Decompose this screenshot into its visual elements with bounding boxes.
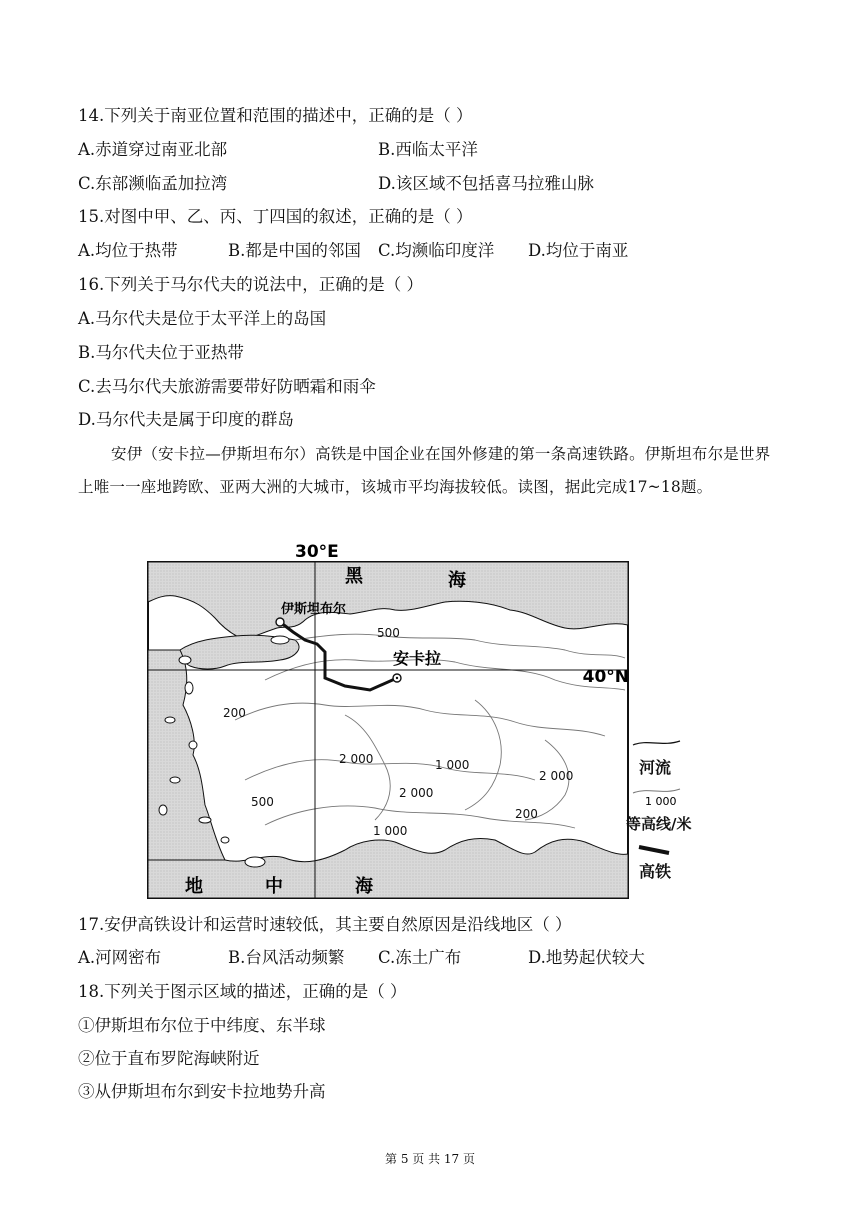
- legend-contour-label: 等高线/米: [626, 815, 692, 833]
- contour-label: 1 000: [373, 824, 408, 838]
- contour-label: 200: [223, 706, 246, 720]
- istanbul-marker: [276, 618, 284, 626]
- q16-option-d: D.马尔代夫是属于印度的群岛: [78, 410, 294, 429]
- reading-passage: 安伊（安卡拉—伊斯坦布尔）高铁是中国企业在国外修建的第一条高速铁路。伊斯坦布尔是世界上唯一一座地跨欧、亚两大洲的大城市，该城市平均海拔较低。读图，据此完成17~18题。: [78, 445, 771, 496]
- q14-option-d: D.该区域不包括喜马拉雅山脉: [378, 174, 594, 193]
- q15-option-d: D.均位于南亚: [528, 241, 629, 260]
- q18-stem: 18.下列关于图示区域的描述，正确的是（ ）: [78, 982, 407, 1001]
- page-footer: 第 5 页 共 17 页: [385, 1152, 475, 1166]
- lat-label: 40°N: [582, 667, 629, 687]
- river-legend-symbol: [633, 741, 680, 745]
- contour-legend-symbol: [633, 789, 680, 793]
- ankara-label: 安卡拉: [393, 649, 442, 668]
- q14-option-a: A.赤道穿过南亚北部: [78, 140, 228, 159]
- black-sea-label-2: 海: [448, 570, 466, 591]
- lon-label: 30°E: [295, 542, 339, 562]
- q17-option-b: B.台风活动频繁: [228, 948, 345, 967]
- q16-option-c: C.去马尔代夫旅游需要带好防晒霜和雨伞: [78, 377, 376, 396]
- contour-label: 500: [377, 626, 400, 640]
- q18-statement-3: ③从伊斯坦布尔到安卡拉地势升高: [78, 1082, 326, 1101]
- q15-option-c: C.均濒临印度洋: [378, 241, 495, 260]
- ankara-dot: [396, 677, 398, 679]
- med-sea-label-3: 海: [355, 876, 373, 897]
- contour-label: 2 000: [339, 752, 374, 766]
- q14-option-c: C.东部濒临孟加拉湾: [78, 174, 228, 193]
- black-sea-label-1: 黑: [345, 566, 363, 587]
- contour-label: 200: [515, 807, 538, 821]
- railway-legend-symbol: [639, 847, 669, 853]
- legend-contour-value: 1 000: [645, 795, 677, 808]
- istanbul-label: 伊斯坦布尔: [281, 602, 347, 617]
- q14-stem: 14.下列关于南亚位置和范围的描述中，正确的是（ ）: [78, 106, 473, 125]
- q17-stem: 17.安伊高铁设计和运营时速较低，其主要自然原因是沿线地区（ ）: [78, 915, 572, 934]
- q16-option-a: A.马尔代夫是位于太平洋上的岛国: [78, 309, 327, 328]
- contour-label: 2 000: [539, 769, 574, 783]
- legend-river-label: 河流: [639, 758, 672, 777]
- turkey-map: [145, 540, 630, 900]
- q16-stem: 16.下列关于马尔代夫的说法中，正确的是（ ）: [78, 275, 423, 294]
- q18-statement-2: ②位于直布罗陀海峡附近: [78, 1049, 260, 1068]
- map-legend: [625, 735, 705, 885]
- med-sea-label-1: 地: [185, 876, 203, 897]
- legend-railway-label: 高铁: [639, 862, 672, 881]
- q15-option-b: B.都是中国的邻国: [228, 241, 361, 260]
- contour-label: 2 000: [399, 786, 434, 800]
- med-sea-label-2: 中: [265, 876, 283, 897]
- q17-option-a: A.河网密布: [78, 948, 162, 967]
- contour-label: 500: [251, 795, 274, 809]
- q17-option-d: D.地势起伏较大: [528, 948, 645, 967]
- q15-stem: 15.对图中甲、乙、丙、丁四国的叙述，正确的是（ ）: [78, 207, 473, 226]
- q16-option-b: B.马尔代夫位于亚热带: [78, 343, 244, 362]
- q14-option-b: B.西临太平洋: [378, 140, 478, 159]
- contour-label: 1 000: [435, 758, 470, 772]
- q18-statement-1: ①伊斯坦布尔位于中纬度、东半球: [78, 1016, 326, 1035]
- q15-option-a: A.均位于热带: [78, 241, 178, 260]
- q17-option-c: C.冻土广布: [378, 948, 462, 967]
